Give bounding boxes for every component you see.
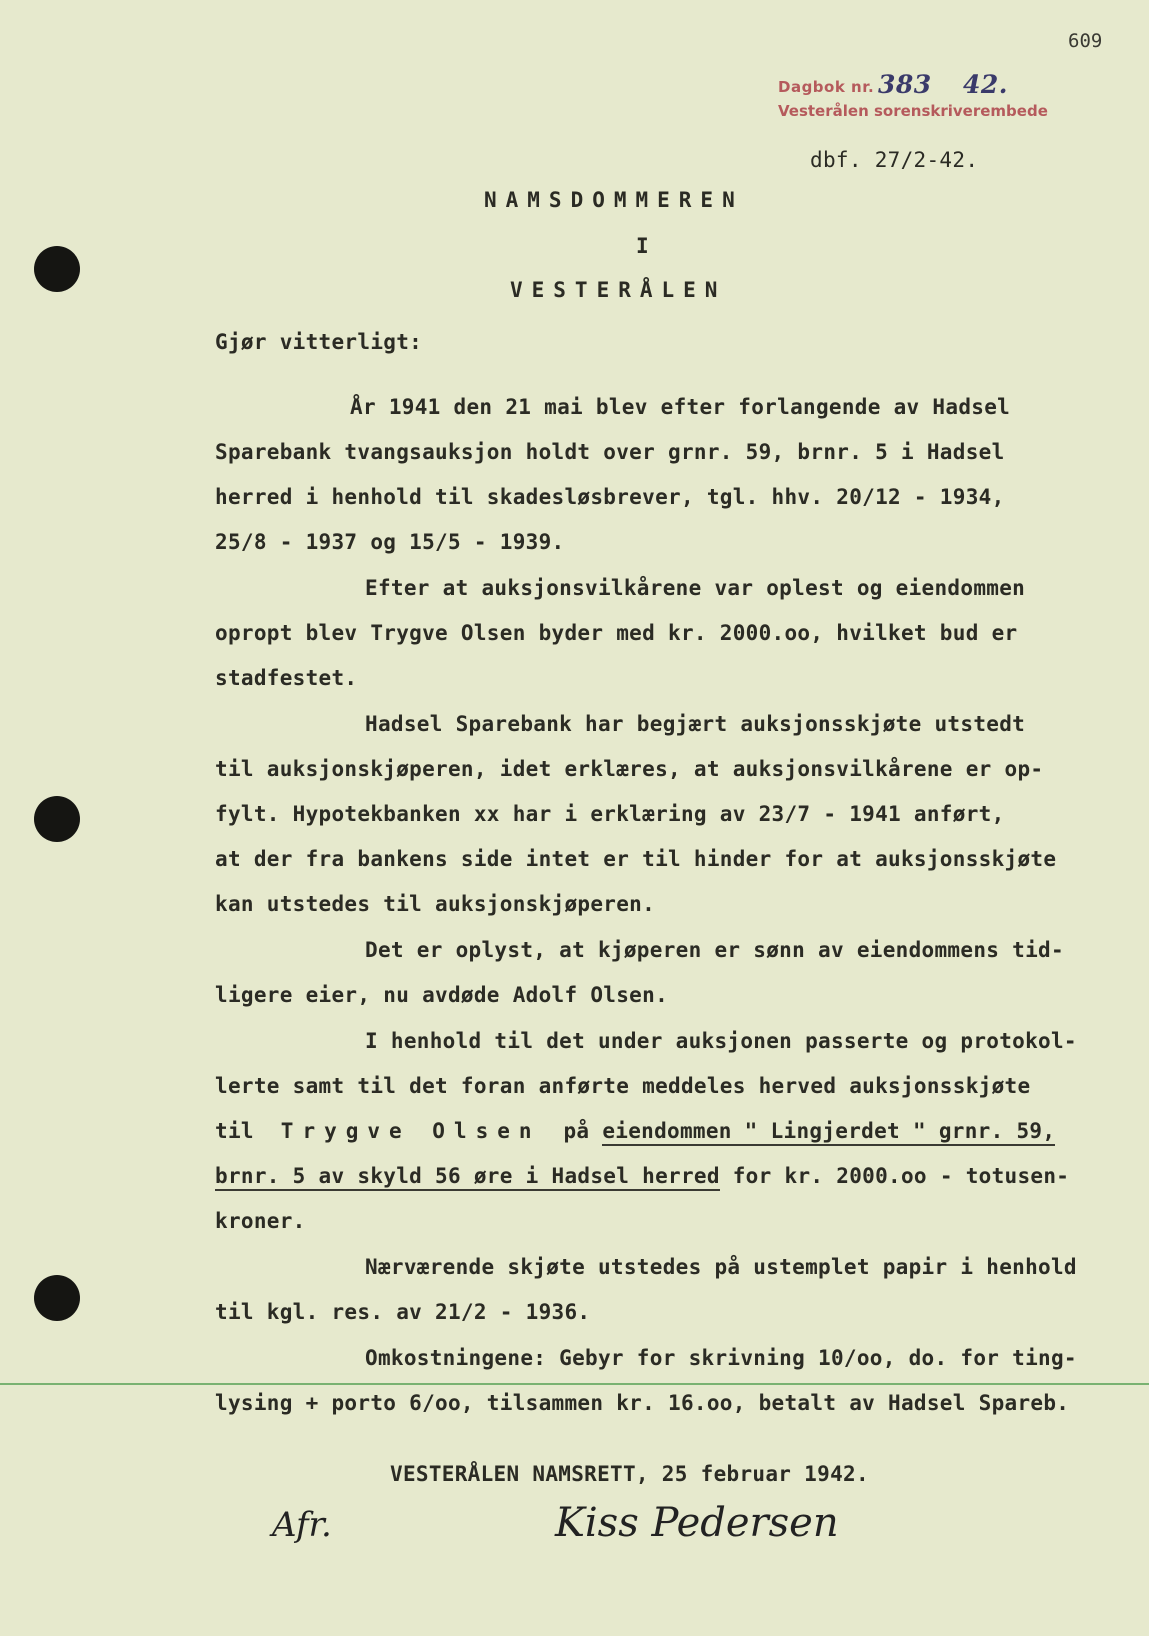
scan-artifact-line [0, 1383, 1149, 1385]
closing-line: VESTERÅLEN NAMSRETT, 25 februar 1942. [390, 1462, 869, 1486]
grant-price: for kr. 2000.oo - totusen- [732, 1164, 1070, 1188]
body-line: Nærværende skjøte utstedes på ustemplet papir i henhold [365, 1255, 1077, 1279]
heading-line-1: NAMSDOMMEREN [484, 188, 744, 212]
body-line: ligere eier, nu avdøde Adolf Olsen. [215, 983, 669, 1007]
body-line: fylt. Hypotekbanken xx har i erklæring av 23/7 - 1941 anført, [215, 802, 1005, 826]
punch-hole [34, 1275, 80, 1321]
body-line: Det er oplyst, at kjøperen er sønn av eiendommens tid- [365, 938, 1064, 962]
property-name-underlined: eiendommen " Lingjerdet " grnr. 59, [602, 1119, 1055, 1146]
heading-line-2: I [636, 234, 649, 258]
body-line: Efter at auksjonsvilkårene var oplest og eiendommen [365, 576, 1026, 600]
punch-hole [34, 246, 80, 292]
body-line: stadfestet. [215, 666, 358, 690]
body-line: 25/8 - 1937 og 15/5 - 1939. [215, 530, 565, 554]
grant-line-2 [215, 1164, 1069, 1188]
body-line: opropt blev Trygve Olsen byder med kr. 2000.oo, hvilket bud er [215, 621, 1018, 645]
header-note: dbf. 27/2-42. [810, 148, 979, 172]
punch-hole [34, 796, 80, 842]
stamp-line-2: Vesterålen sorenskriverembede [778, 102, 1048, 120]
page-number: 609 [1068, 30, 1103, 52]
body-line: til auksjonskjøperen, idet erklæres, at auksjonsvilkårene er op- [215, 757, 1044, 781]
property-details-underlined: brnr. 5 av skyld 56 øre i Hadsel herred [215, 1164, 720, 1191]
heading-line-3: VESTERÅLEN [510, 278, 727, 302]
body-line: I henhold til det under auksjonen passerte og protokol- [365, 1029, 1077, 1053]
grant-line-1 [215, 1119, 1055, 1143]
body-line: kroner. [215, 1209, 306, 1233]
body-line: lerte samt til det foran anførte meddeles herved auksjonsskjøte [215, 1074, 1031, 1098]
body-line: År 1941 den 21 mai blev efter forlangende av Hadsel [350, 395, 1011, 419]
stamp-handwritten-year: 42. [963, 70, 1008, 99]
body-line: Hadsel Sparebank har begjært auksjonsskjøte utstedt [365, 712, 1026, 736]
grant-prefix: til [215, 1119, 254, 1143]
body-line: herred i henhold til skadesløsbrever, tgl. hhv. 20/12 - 1934, [215, 485, 1005, 509]
signature-initials: Afr. [272, 1505, 332, 1545]
body-line: lysing + porto 6/oo, tilsammen kr. 16.oo, betalt av Hadsel Spareb. [215, 1391, 1070, 1415]
body-line: Omkostningene: Gebyr for skrivning 10/oo, do. for ting- [365, 1346, 1077, 1370]
body-line: til kgl. res. av 21/2 - 1936. [215, 1300, 591, 1324]
stamp-label: Dagbok nr. [778, 78, 875, 96]
body-line: at der fra bankens side intet er til hinder for at auksjonsskjøte [215, 847, 1057, 871]
stamp-line-1 [778, 70, 1048, 99]
grant-preposition: på [563, 1119, 590, 1143]
body-line: kan utstedes til auksjonskjøperen. [215, 892, 656, 916]
body-line: Sparebank tvangsauksjon holdt over grnr. 59, brnr. 5 i Hadsel [215, 440, 1005, 464]
salutation: Gjør vitterligt: [215, 330, 423, 354]
grantee-name: Trygve Olsen [280, 1119, 541, 1143]
stamp-handwritten-number: 383 [878, 70, 932, 99]
signature-name: Kiss Pedersen [555, 1500, 839, 1546]
registry-stamp [778, 70, 1048, 120]
